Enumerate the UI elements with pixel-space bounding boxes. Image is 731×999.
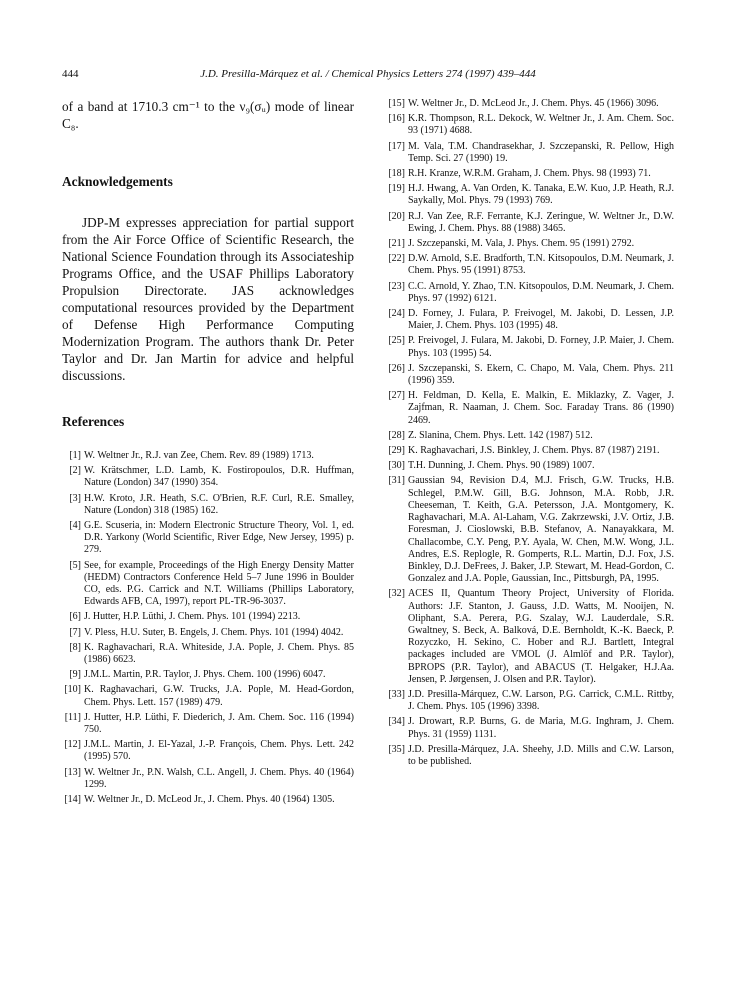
reference-number: [9]: [69, 669, 81, 681]
reference-number: [24]: [388, 308, 405, 320]
reference-text: H.J. Hwang, A. Van Orden, K. Tanaka, E.W. Kuo, J.P. Heath, R.J. Saykally, Mol. Phys. 79 (1993) 769.: [408, 183, 674, 207]
reference-item: [386, 183, 674, 207]
reference-item: [62, 611, 354, 623]
reference-item: [62, 794, 354, 806]
reference-text: R.H. Kranze, W.R.M. Graham, J. Chem. Phys. 98 (1993) 71.: [408, 168, 651, 180]
reference-item: [386, 475, 674, 585]
reference-text: J.D. Presilla-Márquez, C.W. Larson, P.G. Carrick, C.M.L. Rittby, J. Chem. Phys. 105 (1996) 3398.: [408, 688, 674, 713]
reference-number: [27]: [388, 390, 405, 402]
reference-number: [7]: [69, 626, 81, 638]
reference-item: [62, 739, 354, 763]
reference-item: [62, 669, 354, 681]
reference-number: [17]: [388, 140, 405, 152]
reference-text: R.J. Van Zee, R.F. Ferrante, K.J. Zeringue, W. Weltner Jr., D.W. Ewing, J. Chem. Phys. 88 (1988) 3465.: [408, 210, 674, 234]
reference-item: [62, 712, 354, 736]
reference-item: [386, 141, 674, 165]
reference-text: K. Raghavachari, J.S. Binkley, J. Chem. Phys. 87 (1987) 2191.: [408, 445, 660, 457]
reference-number: [32]: [388, 588, 405, 600]
reference-item: [386, 113, 674, 137]
reference-text: J.M.L. Martin, P.R. Taylor, J. Phys. Chem. 100 (1996) 6047.: [84, 669, 326, 681]
reference-number: [8]: [69, 641, 81, 653]
reference-number: [6]: [69, 611, 81, 623]
reference-item: [386, 98, 674, 110]
reference-number: [34]: [388, 716, 405, 728]
page-header: [62, 68, 674, 84]
running-head: J.D. Presilla-Márquez et al. / Chemical Physics Letters 274 (1997) 439–444: [200, 68, 536, 80]
reference-item: [386, 253, 674, 277]
reference-text: ACES II, Quantum Theory Project, University of Florida. Authors: J.F. Stanton, J. Gauss, J.D. Watts, M. Nooijen, N. Oliphant, S.A. Perera, P.G. Szalay, W.J. Lauderdale, S.R. Gwaltney, S. Beck, A. Balková, D.E. Bernholdt, K.-K. Baeck, P. Rozyczko, H. Sekino, C. Hober and R.J. Bartlett, Integral packages included are VMOL (J. Almlöf and P.R. Taylor), BPROPS (P.R. Taylor), and ABACUS (T. Helgaker, H.J.Aa. Jensen, P. Jørgensen, J. Olsen and P.R. Taylor).: [408, 588, 674, 685]
reference-item: [386, 308, 674, 332]
reference-item: [386, 716, 674, 740]
reference-text: Z. Slanina, Chem. Phys. Lett. 142 (1987) 512.: [408, 429, 593, 441]
reference-item: [386, 430, 674, 442]
reference-item: [62, 627, 354, 639]
acknowledgements-text: JDP-M expresses appreciation for partial support from the Air Force Office of Scientific Research, the National Science Foundation through its Associateship Programs Office, and the USAF Phillips Laboratory Propulsion Directorate. JAS acknowledges computational resources provided by the Department of Defense High Performance Computing Modernization Program. The authors thank Dr. Peter Taylor and Dr. Jan Martin for advice and helpful discussions.: [62, 215, 354, 383]
reference-number: [15]: [388, 98, 405, 109]
reference-item: [386, 363, 674, 387]
reference-text: C.C. Arnold, Y. Zhao, T.N. Kitsopoulos, D.M. Neumark, J. Chem. Phys. 97 (1992) 6121.: [408, 280, 674, 304]
intro-paragraph: of a band at 1710.3 cm⁻¹ to the ν₉(σᵤ) mode of linear C₈.: [62, 99, 354, 131]
reference-number: [29]: [388, 445, 405, 457]
reference-item: [62, 642, 354, 666]
reference-text: T.H. Dunning, J. Chem. Phys. 90 (1989) 1007.: [408, 460, 595, 472]
reference-text: K. Raghavachari, R.A. Whiteside, J.A. Pople, J. Chem. Phys. 85 (1986) 6623.: [84, 641, 354, 666]
reference-number: [13]: [64, 766, 81, 778]
reference-item: [62, 520, 354, 557]
reference-number: [1]: [69, 450, 81, 461]
reference-text: J. Hutter, H.P. Lüthi, F. Diederich, J. Am. Chem. Soc. 116 (1994) 750.: [84, 711, 354, 736]
reference-item: [386, 445, 674, 457]
reference-item: [386, 168, 674, 180]
reference-number: [20]: [388, 210, 405, 222]
reference-text: W. Weltner Jr., P.N. Walsh, C.L. Angell, J. Chem. Phys. 40 (1964) 1299.: [84, 766, 354, 790]
reference-number: [11]: [64, 711, 81, 723]
reference-text: J. Hutter, H.P. Lüthi, J. Chem. Phys. 101 (1994) 2213.: [84, 611, 301, 623]
reference-number: [26]: [388, 362, 405, 374]
references-heading: References: [62, 414, 125, 429]
reference-item: [386, 238, 674, 250]
reference-text: J. Drowart, R.P. Burns, G. de Maria, M.G. Inghram, J. Chem. Phys. 31 (1959) 1131.: [408, 716, 674, 740]
reference-number: [18]: [388, 168, 405, 180]
reference-text: K.R. Thompson, R.L. Dekock, W. Weltner Jr., J. Am. Chem. Soc. 93 (1971) 4688.: [408, 113, 674, 137]
reference-text: W. Weltner Jr., R.J. van Zee, Chem. Rev. 89 (1989) 1713.: [84, 450, 314, 461]
reference-number: [22]: [388, 253, 405, 265]
reference-item: [62, 465, 354, 489]
reference-item: [62, 560, 354, 609]
reference-text: V. Pless, H.U. Suter, B. Engels, J. Chem. Phys. 101 (1994) 4042.: [84, 626, 344, 638]
reference-item: [62, 767, 354, 791]
reference-number: [30]: [388, 460, 405, 472]
reference-item: [386, 211, 674, 235]
reference-list-left: [62, 450, 354, 806]
reference-number: [33]: [388, 688, 405, 700]
reference-number: [31]: [388, 475, 405, 487]
reference-text: P. Freivogel, J. Fulara, M. Jakobi, D. Forney, J.P. Maier, J. Chem. Phys. 103 (1995) 54.: [408, 335, 674, 359]
reference-text: J.M.L. Martin, J. El-Yazal, J.-P. François, Chem. Phys. Lett. 242 (1995) 570.: [84, 739, 354, 763]
acknowledgements-heading: Acknowledgements: [62, 174, 173, 189]
reference-item: [386, 390, 674, 427]
reference-number: [16]: [388, 113, 405, 125]
right-column: [386, 98, 674, 771]
reference-text: K. Raghavachari, G.W. Trucks, J.A. Pople, M. Head-Gordon, Chem. Phys. Lett. 157 (1989) 479.: [84, 684, 354, 708]
reference-number: [23]: [388, 280, 405, 292]
reference-text: H. Feldman, D. Kella, E. Malkin, E. Miklazky, Z. Vager, J. Zajfman, R. Naaman, J. Chem. Soc. Faraday Trans. 86 (1990) 2469.: [408, 390, 674, 426]
reference-text: J.D. Presilla-Márquez, J.A. Sheehy, J.D. Mills and C.W. Larson, to be published.: [408, 743, 674, 767]
reference-number: [10]: [64, 684, 81, 696]
reference-number: [3]: [69, 492, 81, 504]
reference-number: [2]: [69, 465, 81, 477]
reference-text: Gaussian 94, Revision D.4, M.J. Frisch, G.W. Trucks, H.B. Schlegel, P.M.W. Gill, B.G. Johnson, M.A. Robb, J.R. Cheeseman, T. Keith, G.A. Petersson, J.A. Montgomery, K. Raghavachari, M.A. Al-Laham, V.G. Zakrzewski, J.V. Ortiz, J.B. Foresman, J. Cioslowski, B.B. Stefanov, A. Nanayakkara, M. Challacombe, C.Y. Peng, P.Y. Ayala, W. Chen, M.W. Wong, J.L. Andres, E.S. Replogle, R. Gomperts, R.L. Martin, D.J. Fox, J.S. Binkley, D.J. DeFrees, J. Baker, J.P. Stewart, M. Head-Gordon, C. Gonzalez and J.A. Pople, Gaussian, Inc., Pittsburgh, PA, 1995.: [408, 475, 674, 585]
reference-text: See, for example, Proceedings of the High Energy Density Matter (HEDM) Contractors Conference Held 5–7 June 1996 in Boulder CO, eds. P.G. Carrick and N.T. Williams (Phillips Laboratory, Edwards AFB, CA, 1997), report PL-TR-96-3037.: [84, 559, 354, 608]
reference-text: M. Vala, T.M. Chandrasekhar, J. Szczepanski, R. Pellow, High Temp. Sci. 27 (1990) 19.: [408, 140, 674, 164]
reference-text: J. Szczepanski, S. Ekern, C. Chapo, M. Vala, Chem. Phys. 211 (1996) 359.: [408, 362, 674, 387]
reference-item: [62, 450, 354, 462]
reference-item: [62, 493, 354, 517]
reference-text: D.W. Arnold, S.E. Bradforth, T.N. Kitsopoulos, D.M. Neumark, J. Chem. Phys. 95 (1991) 8753.: [408, 253, 674, 277]
reference-text: J. Szczepanski, M. Vala, J. Phys. Chem. 95 (1991) 2792.: [408, 238, 635, 250]
reference-number: [14]: [64, 794, 81, 806]
reference-number: [21]: [388, 238, 405, 250]
reference-item: [386, 335, 674, 359]
reference-item: [386, 588, 674, 686]
reference-text: W. Weltner Jr., D. McLeod Jr., J. Chem. Phys. 45 (1966) 3096.: [408, 98, 659, 109]
reference-text: W. Weltner Jr., D. McLeod Jr., J. Chem. Phys. 40 (1964) 1305.: [84, 794, 335, 806]
reference-number: [35]: [388, 743, 405, 755]
reference-number: [19]: [388, 183, 405, 195]
left-column: [62, 98, 354, 809]
reference-number: [25]: [388, 335, 405, 347]
reference-item: [62, 684, 354, 708]
reference-text: W. Krätschmer, L.D. Lamb, K. Fostiropoulos, D.R. Huffman, Nature (London) 347 (1990) 354.: [84, 465, 354, 489]
reference-number: [5]: [69, 559, 81, 571]
reference-list-right: [386, 98, 674, 768]
reference-item: [386, 689, 674, 713]
page-number: 444: [62, 68, 79, 80]
reference-item: [386, 460, 674, 472]
reference-item: [386, 281, 674, 305]
reference-text: G.E. Scuseria, in: Modern Electronic Structure Theory, Vol. 1, ed. D.R. Yarkony (World Scientific, River Edge, New Jersey, 1995) p. 279.: [84, 520, 354, 556]
reference-number: [28]: [388, 429, 405, 441]
reference-number: [4]: [69, 520, 81, 532]
reference-number: [12]: [64, 739, 81, 751]
reference-text: D. Forney, J. Fulara, P. Freivogel, M. Jakobi, D. Lessen, J.P. Maier, J. Chem. Phys. 103 (1995) 48.: [408, 308, 674, 332]
reference-text: H.W. Kroto, J.R. Heath, S.C. O'Brien, R.F. Curl, R.E. Smalley, Nature (London) 318 (1985) 162.: [84, 492, 354, 516]
reference-item: [386, 744, 674, 768]
